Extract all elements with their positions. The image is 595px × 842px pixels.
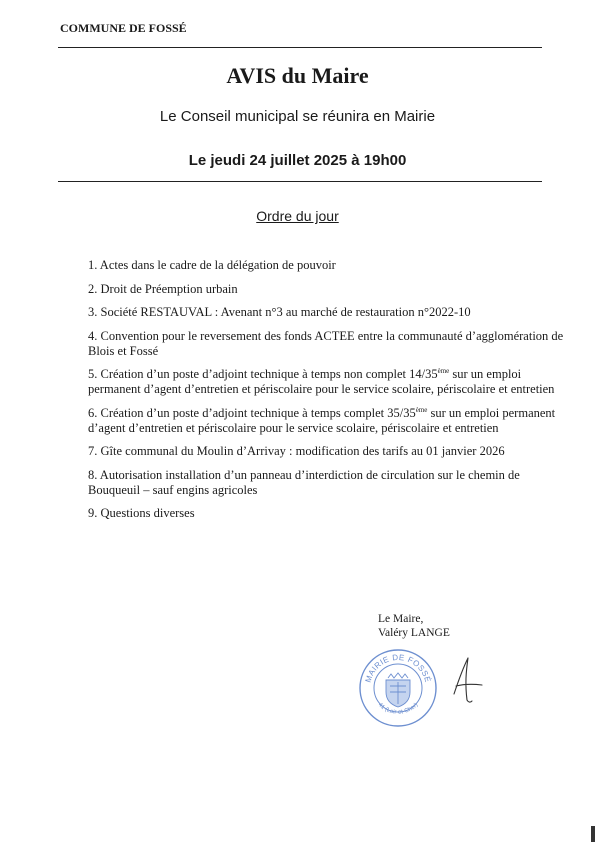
signatory-name: Valéry LANGE xyxy=(378,627,450,639)
agenda-item-superscript: ème xyxy=(437,366,450,375)
agenda-item xyxy=(88,406,568,436)
stamp-bottom-text: 41 (Loir-et-Cher) xyxy=(376,702,420,716)
agenda-item-text-continued: sur un emploi permanent d’agent d’entretien et périscolaire pour le service scolaire, périscolaire et entretien xyxy=(88,405,556,435)
notice-subtitle: Le Conseil municipal se réunira en Mairie xyxy=(159,108,436,125)
notice-title: AVIS du Maire xyxy=(226,63,369,88)
agenda-item: 7. Gîte communal du Moulin d’Arrivay : modification des tarifs au 01 janvier 2026 xyxy=(88,444,505,458)
stamp-top-text: MAIRIE DE FOSSÉ xyxy=(363,652,433,684)
agenda-list xyxy=(88,258,568,530)
page-edge-mark xyxy=(591,826,595,842)
agenda-item-text: 6. Création d’un poste d’adjoint technique à temps complet 35/35 xyxy=(88,405,416,420)
signatory-role: Le Maire, xyxy=(378,613,424,625)
agenda-heading: Ordre du jour xyxy=(256,208,339,224)
agenda-item-superscript: ème xyxy=(415,405,428,414)
title-divider xyxy=(58,181,542,182)
organization-name: COMMUNE DE FOSSÉ xyxy=(60,21,187,35)
coat-of-arms-icon xyxy=(386,673,410,707)
handwritten-signature xyxy=(446,652,486,707)
meeting-date: Le jeudi 24 juillet 2025 à 19h00 xyxy=(188,152,407,169)
agenda-item: 2. Droit de Préemption urbain xyxy=(88,281,238,296)
agenda-item: 3. Société RESTAUVAL : Avenant n°3 au marché de restauration n°2022-10 xyxy=(88,305,471,319)
agenda-item-text-continued: sur un emploi permanent d’agent d’entretien et périscolaire pour le service scolaire, périscolaire et entretien xyxy=(88,367,555,396)
agenda-item: 8. Autorisation installation d’un panneau d’interdiction de circulation sur le chemin de Bouqueuil – sauf engins agricoles xyxy=(88,467,520,497)
agenda-item: 9. Questions diverses xyxy=(88,506,195,520)
agenda-item: 4. Convention pour le reversement des fonds ACTEE entre la communauté d’agglomération de Blois et Fossé xyxy=(88,328,564,358)
agenda-item-text: 5. Création d’un poste d’adjoint technique à temps non complet 14/35 xyxy=(88,367,438,381)
svg-text:MAIRIE DE FOSSÉ xyxy=(364,653,433,684)
agenda-item: 1. Actes dans le cadre de la délégation de pouvoir xyxy=(88,258,336,272)
header-divider xyxy=(58,47,542,48)
agenda-item xyxy=(88,367,568,397)
mairie-stamp xyxy=(358,648,438,728)
